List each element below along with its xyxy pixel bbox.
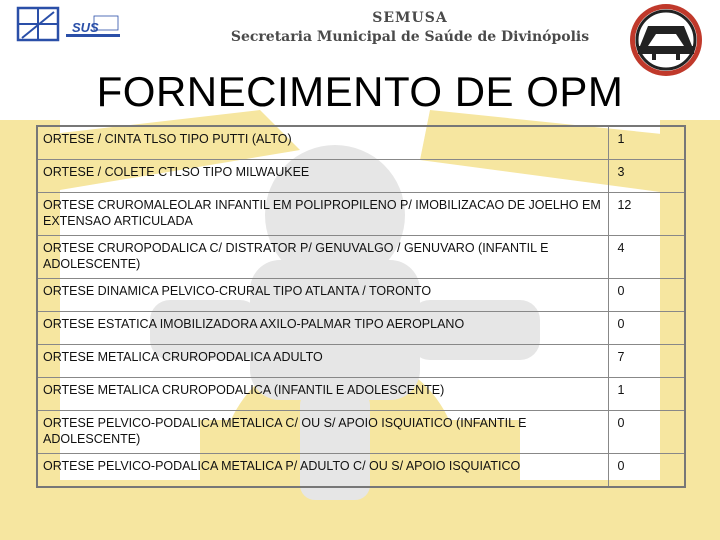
table-row [37, 454, 685, 488]
item-description: ORTESE CRUROMALEOLAR INFANTIL EM POLIPROPILENO P/ IMOBILIZACAO DE JOELHO EM EXTENSAO ARTICULADA [37, 193, 609, 236]
item-quantity: 1 [609, 126, 685, 160]
item-description: ORTESE CRUROPODALICA C/ DISTRATOR P/ GENUVALGO / GENUVARO (INFANTIL E ADOLESCENTE) [37, 236, 609, 279]
opm-table [36, 125, 686, 488]
table-row [37, 378, 685, 411]
table-row [37, 345, 685, 378]
page-title: FORNECIMENTO DE OPM [96, 68, 624, 115]
table-row [37, 126, 685, 160]
item-quantity: 12 [609, 193, 685, 236]
item-description: ORTESE METALICA CRUROPODALICA ADULTO [37, 345, 609, 378]
item-description: ORTESE DINAMICA PELVICO-CRURAL TIPO ATLANTA / TORONTO [37, 279, 609, 312]
table-row [37, 411, 685, 454]
org-full-name: Secretaria Municipal de Saúde de Divinópolis [230, 29, 590, 45]
item-quantity: 0 [609, 312, 685, 345]
item-description: ORTESE ESTATICA IMOBILIZADORA AXILO-PALMAR TIPO AEROPLANO [37, 312, 609, 345]
table-row [37, 279, 685, 312]
item-quantity: 0 [609, 411, 685, 454]
item-description: ORTESE / CINTA TLSO TIPO PUTTI (ALTO) [37, 126, 609, 160]
org-name: SEMUSA [372, 10, 448, 26]
item-quantity: 7 [609, 345, 685, 378]
item-quantity: 0 [609, 279, 685, 312]
item-description: ORTESE / COLETE CTLSO TIPO MILWAUKEE [37, 160, 609, 193]
semusa-emblem [624, 2, 708, 78]
table-row [37, 236, 685, 279]
item-description: ORTESE PELVICO-PODALICA METALICA C/ OU S/ APOIO ISQUIATICO (INFANTIL E ADOLESCENTE) [37, 411, 609, 454]
sus-logo [14, 4, 122, 44]
item-quantity: 1 [609, 378, 685, 411]
table-row [37, 312, 685, 345]
item-quantity: 3 [609, 160, 685, 193]
item-quantity: 4 [609, 236, 685, 279]
sus-logo-text: SUS [72, 20, 99, 35]
item-quantity: 0 [609, 454, 685, 488]
header [210, 10, 610, 45]
item-description: ORTESE METALICA CRUROPODALICA (INFANTIL E ADOLESCENTE) [37, 378, 609, 411]
table-row [37, 193, 685, 236]
item-description: ORTESE PELVICO-PODALICA METALICA P/ ADULTO C/ OU S/ APOIO ISQUIATICO [37, 454, 609, 488]
table-row [37, 160, 685, 193]
